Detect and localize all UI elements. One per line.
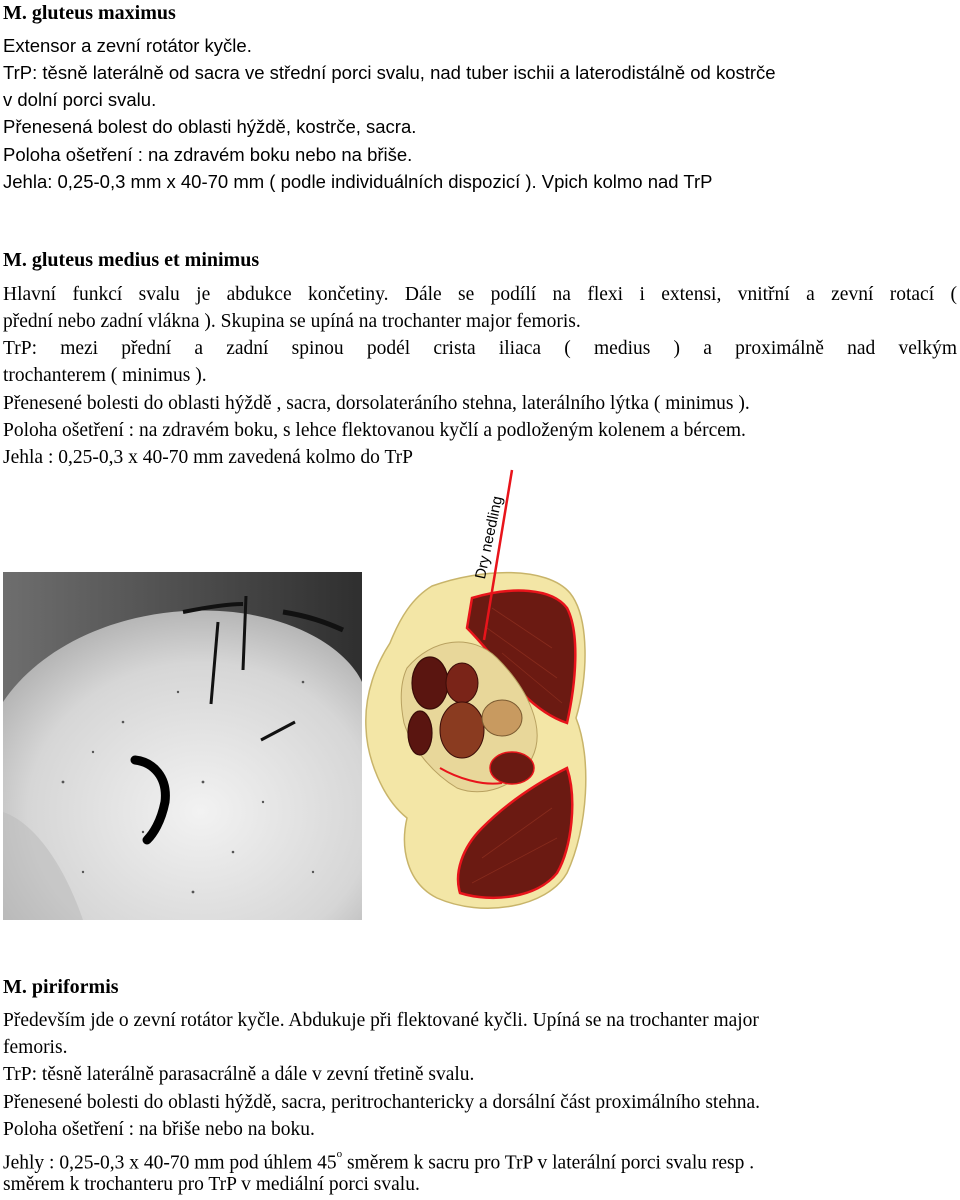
text-line: trochanterem ( minimus ). [3,365,207,386]
text-line: TrP: mezi přední a zadní spinou podél crista iliaca ( medius ) a proximálně nad velkým [3,338,957,359]
text-line: přední nebo zadní vlákna ). Skupina se upíná na trochanter major femoris. [3,311,581,332]
text-line: Extensor a zevní rotátor kyčle. [3,35,252,56]
text-line: Přenesená bolest do oblasti hýždě, kostrče, sacra. [3,116,417,137]
text-line: Přenesené bolesti do oblasti hýždě , sacra, dorsolateráního stehna, laterálního lýtka ( minimus ). [3,393,750,414]
text-line: v dolní porci svalu. [3,89,157,110]
needling-photo [3,572,362,920]
text-line: Především jde o zevní rotátor kyčle. Abdukuje při flektované kyčli. Upíná se na trochanter major [3,1010,759,1031]
heading-piriformis: M. piriformis [3,976,119,998]
heading-gluteus-medius: M. gluteus medius et minimus [3,249,260,271]
text-line: Jehla: 0,25-0,3 mm x 40-70 mm ( podle individuálních dispozicí ). Vpich kolmo nad TrP [3,171,713,192]
text-line: Poloha ošetření : na zdravém boku, s lehce flektovanou kyčlí a podloženým kolenem a bércem. [3,420,746,441]
text-line: Jehla : 0,25-0,3 x 40-70 mm zavedená kolmo do TrP [3,447,414,468]
cross-section-illustration [362,468,594,920]
text-line: TrP: těsně laterálně parasacrálně a dále v zevní třetině svalu. [3,1064,475,1085]
text-line: Poloha ošetření : na zdravém boku nebo na břiše. [3,144,413,165]
angle-text-after: směrem k sacru pro TrP v laterální porci svalu resp . [342,1152,755,1174]
text-line: Hlavní funkcí svalu je abdukce končetiny. Dále se podílí na flexi i extensi, vnitřní a zevní rotací ( [3,284,957,305]
text-line: TrP: těsně laterálně od sacra ve střední porci svalu, nad tuber ischii a laterodistálně od kostrče [3,62,776,83]
degree-symbol: o [336,1148,343,1160]
heading-gluteus-maximus: M. gluteus maximus [3,2,176,24]
angle-text-before: Jehly : 0,25-0,3 x 40-70 mm pod úhlem 45 [3,1152,337,1174]
text-line: směrem k trochanteru pro TrP v mediální porci svalu. [3,1174,420,1195]
text-line: Přenesené bolesti do oblasti hýždě, sacra, peritrochantericky a dorsální část proximálního stehna. [3,1092,761,1113]
text-line: Poloha ošetření : na břiše nebo na boku. [3,1119,315,1140]
text-line: femoris. [3,1037,68,1058]
dry-needling-label: Dry needling [472,494,507,581]
